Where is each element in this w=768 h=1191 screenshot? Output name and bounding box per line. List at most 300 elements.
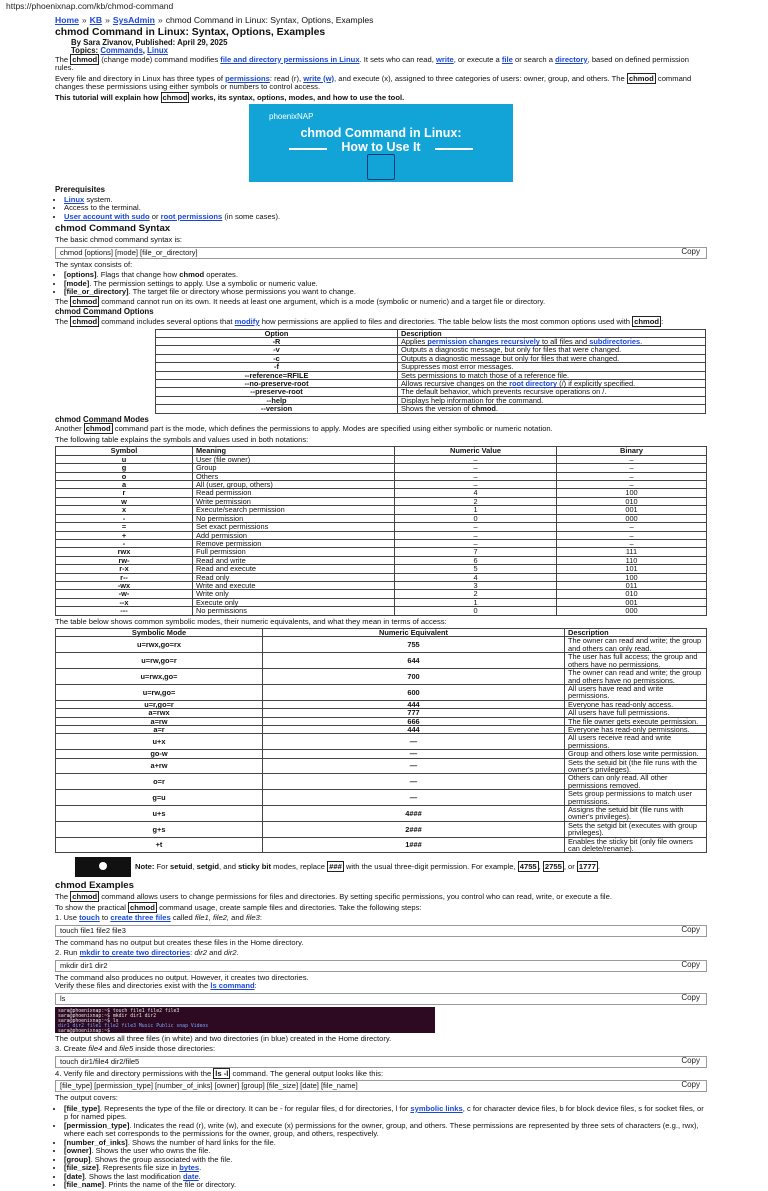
ls-l-code: ls -l (215, 1068, 229, 1078)
link-bytes[interactable]: bytes (179, 1163, 200, 1173)
article (55, 16, 707, 1191)
syntax-note: The chmod command cannot run on its own. It needs at least one argument, which is a mode (symbolic or numeric) and a target file or directory. (55, 296, 546, 306)
step-3-intro: The output shows all three files (in white) and two directories (in blue) created in the Home directory. (55, 1033, 392, 1043)
table-cell: 100 (557, 573, 707, 581)
terminal-line: sara@phoenixnap:~$ (58, 1028, 110, 1034)
list-item: • Linux system. (64, 196, 707, 205)
breadcrumb-sysadmin[interactable]: SysAdmin (112, 15, 155, 25)
chmod-code: chmod (628, 73, 654, 83)
table-cell: 4 (395, 489, 557, 497)
table-cell: Full permission (193, 548, 395, 556)
table-cell: Write permission (193, 497, 395, 505)
table-row (56, 464, 707, 472)
table-cell: Add permission (193, 531, 395, 539)
lightbulb-icon (75, 857, 131, 877)
link-linux[interactable]: Linux (64, 194, 85, 204)
table-cell: 010 (557, 590, 707, 598)
table-row (56, 489, 707, 497)
table-cell: All users have full permissions. (565, 709, 707, 717)
table-cell: Read and write (193, 556, 395, 564)
table-row: -c Outputs a diagnostic message but only for files that were changed. (156, 354, 706, 362)
table-cell: Others (193, 472, 395, 480)
table-row (56, 653, 707, 669)
column-header: Description (398, 329, 706, 337)
table-row: --no-preserve-root Allows recursive changes on the root directory (/) if explicitly specified. (156, 379, 706, 387)
table-row (56, 669, 707, 685)
table-cell: 0 (395, 514, 557, 522)
table-cell: 2 (395, 590, 557, 598)
intro-paragraph-1: The chmod (change mode) command modifies file and directory permissions in Linux. It sets who can read, write, or execute a file or search a directory, based on defined permission rules. (55, 54, 689, 73)
column-header: Description (565, 629, 707, 637)
step-2: 2. Run mkdir to create two directories: dir2 and dir2. (55, 948, 239, 958)
code-block-syntax (55, 247, 707, 259)
table-row (56, 774, 707, 790)
terminal-line: sara@phoenixnap:~$ ls (58, 1018, 119, 1024)
table-cell: User (file owner) (193, 455, 395, 463)
table-cell: The file owner gets execute permission. (565, 717, 707, 725)
output-fields-list (55, 1105, 707, 1190)
table-row (56, 514, 707, 522)
table-cell: — (263, 790, 565, 806)
list-item: • [number_of_inks]. Shows the number of hard links for the file. (64, 1139, 707, 1148)
table-cell: 6 (395, 556, 557, 564)
table-cell: u=rwx,go=rx (56, 637, 263, 653)
prerequisites-list (55, 196, 707, 222)
breadcrumb-separator: » (105, 15, 110, 25)
table-row (56, 523, 707, 531)
copy-button[interactable]: Copy (681, 924, 700, 934)
terminal-line: sara@phoenixnap:~$ touch file1 file2 file3 (58, 1008, 180, 1014)
table-cell: 666 (263, 717, 565, 725)
hero-title-line-2: How to Use It (341, 140, 421, 155)
table-cell: 5 (395, 565, 557, 573)
table-cell: u+s (56, 806, 263, 822)
table-cell: + (56, 531, 193, 539)
table-row (56, 637, 707, 653)
table-cell: 1### (263, 837, 565, 853)
intro-paragraph-2: Every file and directory in Linux has three types of permissions: read (r), write (w), and execute (x), assigned to three categories of users: owner, group, and others. The chmod command changes these permissions using either symbols or numbers to control access. (55, 73, 692, 92)
list-item: • [mode]. The permission settings to apply. Use a symbolic or numeric value. (64, 280, 707, 289)
link-write-w[interactable]: write (w) (303, 73, 335, 83)
table-row (56, 565, 707, 573)
code-text: [file_type] [permission_type] [number_of_inks] [owner] [group] [file_size] [date] [file_name] (60, 1081, 358, 1091)
link-mkdir[interactable]: mkdir to create two directories (79, 948, 191, 958)
table-cell: Set exact permissions (193, 523, 395, 531)
table-row (56, 497, 707, 505)
table-cell: 444 (263, 725, 565, 733)
chmod-code: chmod (130, 902, 155, 912)
table-cell: – (395, 523, 557, 531)
table-cell: o (56, 472, 193, 480)
table-row: --preserve-root The default behavior, which prevents recursive operations on /. (156, 388, 706, 396)
copy-button[interactable]: Copy (681, 1080, 700, 1090)
prerequisites-heading: Prerequisites (55, 185, 105, 195)
table-cell: Everyone has read-only access. (565, 700, 707, 708)
table-cell: – (395, 539, 557, 547)
table-cell: – (557, 531, 707, 539)
terminal-line: dir1 dir2 file1 file2 file3 Music Public snap Videos (58, 1023, 209, 1029)
table-cell: 644 (263, 653, 565, 669)
table-cell: 3 (395, 581, 557, 589)
table-cell: 700 (263, 669, 565, 685)
chmod-code: chmod (72, 54, 98, 64)
table-header-row (56, 447, 707, 455)
table-cell: — (263, 750, 565, 758)
intro-paragraph-3: This tutorial will explain how chmod works, its syntax, options, modes, and how to use the tool. (55, 92, 405, 102)
chmod-code: chmod (634, 317, 660, 327)
table-cell: a=r (56, 725, 263, 733)
table-row (56, 506, 707, 514)
step-1: 1. Use touch to create three files called file1, file2, and file3: (55, 913, 262, 923)
column-header: Numeric Equivalent (263, 629, 565, 637)
table-cell: - (56, 514, 193, 522)
table-cell: – (395, 531, 557, 539)
topic-link-linux[interactable]: Linux (147, 46, 168, 56)
table-cell: – (395, 472, 557, 480)
url-bar: https://phoenixnap.com/kb/chmod-command (6, 1, 174, 11)
table-cell: – (557, 481, 707, 489)
table-row (56, 607, 707, 615)
symbols-table (55, 446, 707, 615)
table-cell: Remove permission (193, 539, 395, 547)
link-modify[interactable]: modify (234, 317, 260, 327)
table-row: -f Suppresses most error messages. (156, 363, 706, 371)
breadcrumb-separator: » (157, 15, 163, 25)
table-cell: All users have read and write permissions. (565, 684, 707, 700)
output-covers: The output covers: (55, 1093, 118, 1103)
table-cell: 4 (395, 573, 557, 581)
table-cell: g+s (56, 821, 263, 837)
table-cell: 1 (395, 598, 557, 606)
options-intro: The chmod command includes several options that modify how permissions are applied to files and directories. The table below lists the most common options used with chmod : (55, 317, 664, 327)
list-item: • [file_size]. Represents file size in bytes. (64, 1164, 707, 1173)
table-cell: 111 (557, 548, 707, 556)
code-block-ls (55, 993, 707, 1005)
table-cell: 110 (557, 556, 707, 564)
code-block-ls-output (55, 1080, 707, 1092)
table-cell: 100 (557, 489, 707, 497)
topic-link-commands[interactable]: Commands (100, 46, 143, 56)
code-text: mkdir dir1 dir2 (60, 960, 108, 970)
table-cell: g=u (56, 790, 263, 806)
chmod-code: chmod (72, 317, 98, 327)
list-item: • [file_or_directory]. The target file or directory whose permissions you want to change. (64, 288, 707, 297)
code-block-mkdir (55, 960, 707, 972)
table-cell: +t (56, 837, 263, 853)
table-row (56, 581, 707, 589)
code-block-touch (55, 925, 707, 937)
table-cell: Execute/search permission (193, 506, 395, 514)
step-2-result: The command also produces no output. However, it creates two directories. Verify these files and directories exist with the ls command: (55, 972, 309, 991)
table-cell: Everyone has read-only permissions. (565, 725, 707, 733)
code-text: chmod [options] [mode] [file_or_directory] (60, 247, 198, 257)
table-cell: The user has full access; the group and others have no permissions. (565, 653, 707, 669)
column-header: Symbol (56, 447, 193, 455)
table-cell: 2### (263, 821, 565, 837)
table-cell: – (557, 539, 707, 547)
table-row: --help Displays help information for the command. (156, 396, 706, 404)
table-row: -v Outputs a diagnostic message, but only for files that were changed. (156, 346, 706, 354)
table-cell: 755 (263, 637, 565, 653)
table-cell: g (56, 464, 193, 472)
table-cell: 001 (557, 598, 707, 606)
note-text: Note: For setuid, setgid, and sticky bit modes, replace ### with the usual three-digit permission. For example, 4755 , 2755 , or 1777 . (135, 862, 600, 872)
hero-banner-image (249, 104, 513, 182)
table-cell: -w- (56, 590, 193, 598)
list-item: • Access to the terminal. (64, 204, 707, 213)
code-block-touch-dirs (55, 1056, 707, 1068)
table-cell: a+rw (56, 758, 263, 774)
table-row (56, 821, 707, 837)
table-cell: – (395, 455, 557, 463)
table-cell: a=rwx (56, 709, 263, 717)
table-cell: u (56, 455, 193, 463)
table-row: --version Shows the version of chmod. (156, 405, 706, 413)
link-subdirectories[interactable]: subdirectories (589, 336, 641, 346)
topics-line: Topics: Commands, Linux (71, 46, 168, 56)
chmod-code: chmod (85, 424, 111, 434)
decorative-line (289, 148, 327, 150)
table-row (56, 684, 707, 700)
table-row (56, 709, 707, 717)
table-cell: 0 (395, 607, 557, 615)
table-row (56, 758, 707, 774)
table-row (56, 790, 707, 806)
list-item: • [options]. Flags that change how chmod operates. (64, 271, 707, 280)
table-cell: a=rw (56, 717, 263, 725)
table-cell: Read and execute (193, 565, 395, 573)
note-callout (75, 857, 707, 877)
list-item: • [file_type]. Represents the type of the file or directory. It can be - for regular files, d for directories, l for symbolic links, c for character device files, b for block device files, s for socket files, or p for named pipes. (64, 1105, 707, 1122)
modes-heading: chmod Command Modes (55, 414, 149, 424)
table-cell: 101 (557, 565, 707, 573)
table-cell: rw- (56, 556, 193, 564)
table-cell: Group (193, 464, 395, 472)
list-item: • User account with sudo or root permissions (in some cases). (64, 213, 707, 222)
table-cell: All users receive read and write permissions. (565, 734, 707, 750)
table-cell: 000 (557, 514, 707, 522)
modes-table-intro: The following table explains the symbols and values used in both notations: (55, 434, 309, 444)
link-date[interactable]: date (183, 1171, 199, 1181)
table-row (56, 481, 707, 489)
link-root-permissions[interactable]: root permissions (160, 211, 223, 221)
link-file-permissions[interactable]: file and directory permissions in Linux (220, 54, 360, 64)
syntax-intro: The basic chmod command syntax is: (55, 235, 183, 245)
table-cell: — (263, 774, 565, 790)
table-cell: -wx (56, 581, 193, 589)
list-item: • [permission_type]. Indicates the read (r), write (w), and execute (x) permissions for the owner, group, and others. These permissions are represented by three sets of characters (e.g., rwx), where each set corresponds to the permissions for the owner, group, and others, respectively. (64, 1122, 707, 1139)
table-cell: 001 (557, 506, 707, 514)
column-header: Binary (557, 447, 707, 455)
table-row (56, 573, 707, 581)
table-cell: Others can only read. All other permissions removed. (565, 774, 707, 790)
table-row: -R Applies permission changes recursively to all files and subdirectories. (156, 337, 706, 345)
step-1-result: The command has no output but creates these files in the Home directory. (55, 937, 304, 947)
table-cell: rwx (56, 548, 193, 556)
list-item: • [group]. Shows the group associated with the file. (64, 1156, 707, 1165)
step-4: 4. Verify file and directory permissions with the ls -l command. The general output looks like this: (55, 1068, 384, 1078)
copy-button[interactable]: Copy (681, 246, 700, 256)
column-header: Meaning (193, 447, 395, 455)
table-cell: The owner can read and write; the group and others can only read. (565, 637, 707, 653)
link-ls-command[interactable]: ls command (210, 981, 255, 991)
table-cell: u=r,go=r (56, 700, 263, 708)
link-file[interactable]: file (501, 54, 513, 64)
table-cell: 600 (263, 684, 565, 700)
author-line: By Sara Zivanov, Published: April 29, 2025 (71, 38, 228, 48)
column-header: Numeric Value (395, 447, 557, 455)
copy-button[interactable]: Copy (681, 959, 700, 969)
link-sudo-user[interactable]: User account with sudo (64, 211, 150, 221)
table-cell: 444 (263, 700, 565, 708)
byline (71, 39, 707, 55)
terminal-line: sara@phoenixnap:~$ mkdir dir1 dir2 (58, 1013, 157, 1019)
table-cell: w (56, 497, 193, 505)
chmod-code: chmod (72, 892, 98, 902)
table-cell: --x (56, 598, 193, 606)
table-cell: — (263, 758, 565, 774)
table-cell: - (56, 539, 193, 547)
folder-lock-icon (367, 154, 395, 180)
table-cell: Enables the sticky bit (only file owners can delete/rename). (565, 837, 707, 853)
step-3: 3. Create file4 and file5 inside those directories: (55, 1044, 216, 1054)
code-text: touch file1 file2 file3 (60, 925, 126, 935)
table-cell: u=rw,go=r (56, 653, 263, 669)
table-cell: – (557, 455, 707, 463)
table-cell: – (395, 464, 557, 472)
link-permissions[interactable]: permissions (225, 73, 270, 83)
table-cell: 7 (395, 548, 557, 556)
table-cell: Write only (193, 590, 395, 598)
table-row (56, 590, 707, 598)
topics-label: Topics: (71, 46, 99, 56)
symbolic-table-intro: The table below shows common symbolic modes, their numeric equivalents, and what they mean in terms of access: (55, 616, 447, 626)
table-row (56, 531, 707, 539)
table-cell: x (56, 506, 193, 514)
table-cell: Assigns the setuid bit (file runs with owner's privileges). (565, 806, 707, 822)
table-row (56, 539, 707, 547)
terminal-screenshot (55, 1007, 435, 1033)
column-header: Option (156, 329, 398, 337)
decorative-line (435, 148, 473, 150)
table-cell: Sets the setuid bit (the file runs with the owner's privileges). (565, 758, 707, 774)
table-cell: — (263, 734, 565, 750)
table-cell: r-- (56, 573, 193, 581)
table-cell: Sets group permissions to match user permissions. (565, 790, 707, 806)
chmod-code: chmod (162, 92, 188, 102)
syntax-list (55, 271, 707, 297)
link-directory[interactable]: directory (555, 54, 588, 64)
table-cell: a (56, 481, 193, 489)
breadcrumb-current: chmod Command in Linux: Syntax, Options, Examples (165, 15, 374, 25)
table-cell: 000 (557, 607, 707, 615)
symbolic-modes-table (55, 628, 707, 853)
table-cell: – (557, 523, 707, 531)
examples-intro: The chmod command allows users to change permissions for files and directories. By setting specific permissions, you control who can read, write, or execute a file. (55, 892, 612, 902)
copy-button[interactable]: Copy (681, 992, 700, 1002)
table-row (56, 598, 707, 606)
breadcrumb (55, 16, 707, 26)
link-root-directory[interactable]: root directory (509, 378, 558, 388)
breadcrumb-home[interactable]: Home (55, 15, 79, 25)
breadcrumb-separator: » (81, 15, 87, 25)
copy-button[interactable]: Copy (681, 1055, 700, 1065)
table-row (56, 837, 707, 853)
syntax-heading: chmod Command Syntax (55, 223, 171, 235)
table-cell: Group and others lose write permission. (565, 750, 707, 758)
table-cell: – (557, 464, 707, 472)
table-cell: No permissions (193, 607, 395, 615)
table-cell: o=r (56, 774, 263, 790)
table-cell: 777 (263, 709, 565, 717)
examples-steps-intro: To show the practical chmod command usage, create sample files and directories. Take the following steps: (55, 902, 422, 912)
chmod-code: chmod (72, 296, 98, 306)
code-text: ls (60, 993, 66, 1003)
examples-heading: chmod Examples (55, 880, 134, 892)
table-cell: go-w (56, 750, 263, 758)
table-cell: No permission (193, 514, 395, 522)
table-cell: = (56, 523, 193, 531)
table-cell: All (user, group, others) (193, 481, 395, 489)
link-symbolic-links[interactable]: symbolic links (410, 1103, 463, 1113)
table-row: --reference=RFILE Sets permissions to match those of a reference file. (156, 371, 706, 379)
table-cell: The owner can read and write; the group and others have no permissions. (565, 669, 707, 685)
list-item: • [owner]. Shows the user who owns the file. (64, 1147, 707, 1156)
options-table (155, 329, 706, 414)
breadcrumb-kb[interactable]: KB (89, 15, 103, 25)
table-cell: Write and execute (193, 581, 395, 589)
table-cell: Read only (193, 573, 395, 581)
table-row (56, 455, 707, 463)
modes-intro: Another chmod command part is the mode, which defines the permissions to apply. Modes are specified using either symbolic or numeric notation. (55, 424, 553, 434)
table-cell: 010 (557, 497, 707, 505)
table-cell: r-x (56, 565, 193, 573)
link-create-files[interactable]: create three files (110, 913, 171, 923)
table-cell: Sets the setgid bit (executes with group privileges). (565, 821, 707, 837)
table-cell: – (557, 472, 707, 480)
table-cell: 4### (263, 806, 565, 822)
table-cell: u=rw,go= (56, 684, 263, 700)
table-cell: u+x (56, 734, 263, 750)
table-cell: 011 (557, 581, 707, 589)
list-item: • [file_name]. Prints the name of the file or directory. (64, 1181, 707, 1190)
table-cell: --- (56, 607, 193, 615)
link-recursive[interactable]: permission changes recursively (427, 336, 540, 346)
table-cell: Read permission (193, 489, 395, 497)
table-cell: Execute only (193, 598, 395, 606)
table-row (56, 556, 707, 564)
link-touch[interactable]: touch (79, 913, 100, 923)
page-title: chmod Command in Linux: Syntax, Options, Examples (55, 26, 326, 38)
table-row (56, 750, 707, 758)
table-cell: 2 (395, 497, 557, 505)
table-cell: r (56, 489, 193, 497)
syntax-consists: The syntax consists of: (55, 259, 133, 269)
table-cell: – (395, 481, 557, 489)
table-cell: u=rwx,go= (56, 669, 263, 685)
hero-title-line-1: chmod Command in Linux: (300, 126, 462, 141)
table-row (56, 548, 707, 556)
column-header: Symbolic Mode (56, 629, 263, 637)
table-row (56, 734, 707, 750)
link-write[interactable]: write (435, 54, 454, 64)
table-row (56, 806, 707, 822)
code-text: touch dir1/file4 dir2/file5 (60, 1056, 140, 1066)
table-cell: 1 (395, 506, 557, 514)
list-item: • [date]. Shows the last modification date. (64, 1173, 707, 1182)
options-heading: chmod Command Options (55, 307, 154, 317)
table-row (56, 472, 707, 480)
